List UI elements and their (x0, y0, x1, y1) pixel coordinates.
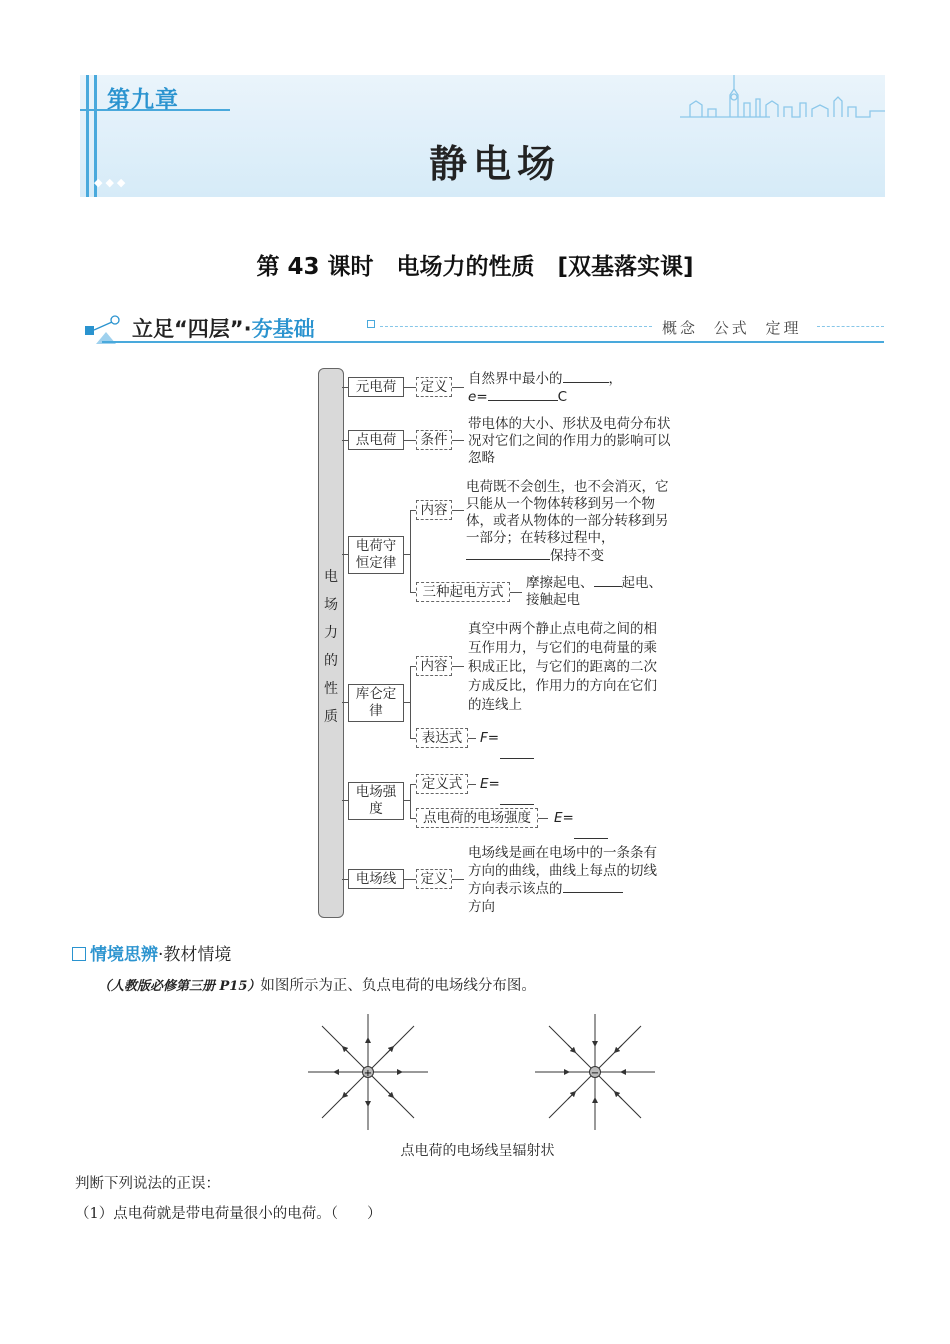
elementary-charge-text (468, 370, 673, 406)
point-field-strength-var: E (554, 810, 563, 826)
scenario-intro (98, 974, 536, 995)
section-divider (817, 326, 884, 327)
mindmap (318, 368, 678, 918)
tag-definition-formula: 定义式 (416, 774, 468, 794)
conservation-content-text (466, 479, 671, 565)
answer-blank (563, 370, 609, 383)
node-field-strength: 电场强度 (348, 782, 404, 820)
conservation-content-body: 电荷既不会创生，也不会消灭，它只能从一个物体转移到另一个物体，或者从物体的一部分转移到另一部分；在转移过程中， (466, 479, 669, 546)
field-strength-definition (480, 776, 560, 810)
elementary-charge-line1: 自然界中最小的 (468, 371, 563, 387)
chapter-banner (80, 75, 885, 197)
field-lines-suffix: 方向 (468, 899, 495, 915)
node-coulomb-law: 库仑定律 (348, 684, 404, 722)
node-field-lines: 电场线 (348, 869, 404, 889)
chapter-title: 静电场 (428, 141, 561, 186)
answer-blank (500, 800, 534, 805)
elementary-charge-var: e (468, 389, 477, 405)
figure-caption: 点电荷的电场线呈辐射状 (400, 1143, 555, 1159)
diamond-decoration: ◆◆◆ (94, 176, 129, 189)
coulomb-content-text: 真空中两个静止点电荷之间的相互作用力，与它们的电荷量的乘积成正比，与它们的距离的二次方成反比，作用力的方向在它们的连线上 (468, 621, 657, 713)
scenario-heading-tail: ·教材情境 (158, 945, 232, 965)
banner-rule (86, 75, 89, 197)
section-title (132, 313, 315, 343)
scenario-intro-text: 如图所示为正、负点电荷的电场线分布图。 (260, 978, 536, 994)
answer-blank (466, 547, 550, 560)
section-underline (102, 341, 884, 343)
tag-definition: 定义 (416, 377, 452, 397)
charging-methods-end: 接触起电 (526, 592, 580, 608)
tag-content: 内容 (416, 500, 452, 520)
section-header (82, 310, 884, 346)
field-lines-body: 电场线是画在电场中的一条条有方向的曲线，曲线上每点的切线方向表示该点的 (468, 845, 657, 897)
section-title-highlight: 夯基础 (251, 317, 315, 341)
tag-point-field-strength: 点电荷的电场强度 (416, 808, 538, 828)
elementary-charge-line1-suffix: ， (608, 371, 622, 387)
field-lines-figure (300, 1012, 670, 1142)
section-divider (380, 326, 652, 327)
answer-blank (574, 834, 608, 839)
field-lines-text (468, 844, 668, 916)
point-field-strength-eq: = (562, 810, 574, 826)
coulomb-expression-eq: = (487, 730, 500, 746)
judge-prompt: 判断下列说法的正误： (75, 1176, 220, 1192)
negative-sign: − (590, 1068, 600, 1079)
charging-methods-text (526, 574, 676, 609)
charging-methods-prefix: 摩擦起电、 (526, 575, 594, 591)
section-tags: 概念 公式 定理 (662, 319, 802, 337)
field-strength-eq: = (488, 776, 500, 792)
answer-blank (594, 574, 622, 587)
coulomb-expression-var: F (480, 730, 488, 746)
checkbox-icon (72, 947, 86, 961)
tag-definition: 定义 (416, 869, 452, 889)
question-1: （1）点电荷就是带电荷量很小的电荷。（ ） (75, 1206, 382, 1222)
answer-blank (563, 880, 623, 893)
node-charge-conservation: 电荷守恒定律 (348, 536, 404, 574)
scenario-heading (72, 940, 231, 965)
mindmap-root-label: 电 场 力 的 性 质 (324, 569, 338, 725)
textbook-source: （人教版必修第三册 P15） (98, 979, 261, 994)
answer-blank (500, 754, 534, 759)
lesson-title: 第 43 课时 电场力的性质 [双基落实课] (256, 254, 694, 280)
conservation-content-suffix: 保持不变 (550, 548, 604, 564)
elementary-charge-unit: C (557, 389, 568, 405)
section-title-prefix: 立足“四层”· (132, 317, 252, 341)
field-strength-var: E (480, 776, 489, 792)
tag-expression: 表达式 (416, 728, 468, 748)
scenario-heading-text: 情境思辨 (90, 945, 158, 965)
node-point-charge: 点电荷 (348, 430, 404, 450)
point-field-strength (554, 810, 644, 844)
coulomb-expression (480, 730, 560, 764)
charging-methods-mid: 起电、 (621, 575, 662, 591)
node-elementary-charge: 元电荷 (348, 377, 404, 397)
section-dot (367, 320, 375, 328)
chapter-label: 第九章 (107, 87, 179, 113)
tag-content: 内容 (416, 656, 452, 676)
positive-sign: + (363, 1068, 373, 1079)
answer-blank (488, 388, 558, 401)
tag-condition: 条件 (416, 430, 452, 450)
point-charge-text: 带电体的大小、形状及电荷分布状况对它们之间的作用力的影响可以忽略 (468, 416, 671, 466)
tag-charging-methods: 三种起电方式 (416, 582, 510, 602)
skyline-illustration (680, 75, 885, 125)
elementary-charge-eq: = (476, 389, 488, 405)
